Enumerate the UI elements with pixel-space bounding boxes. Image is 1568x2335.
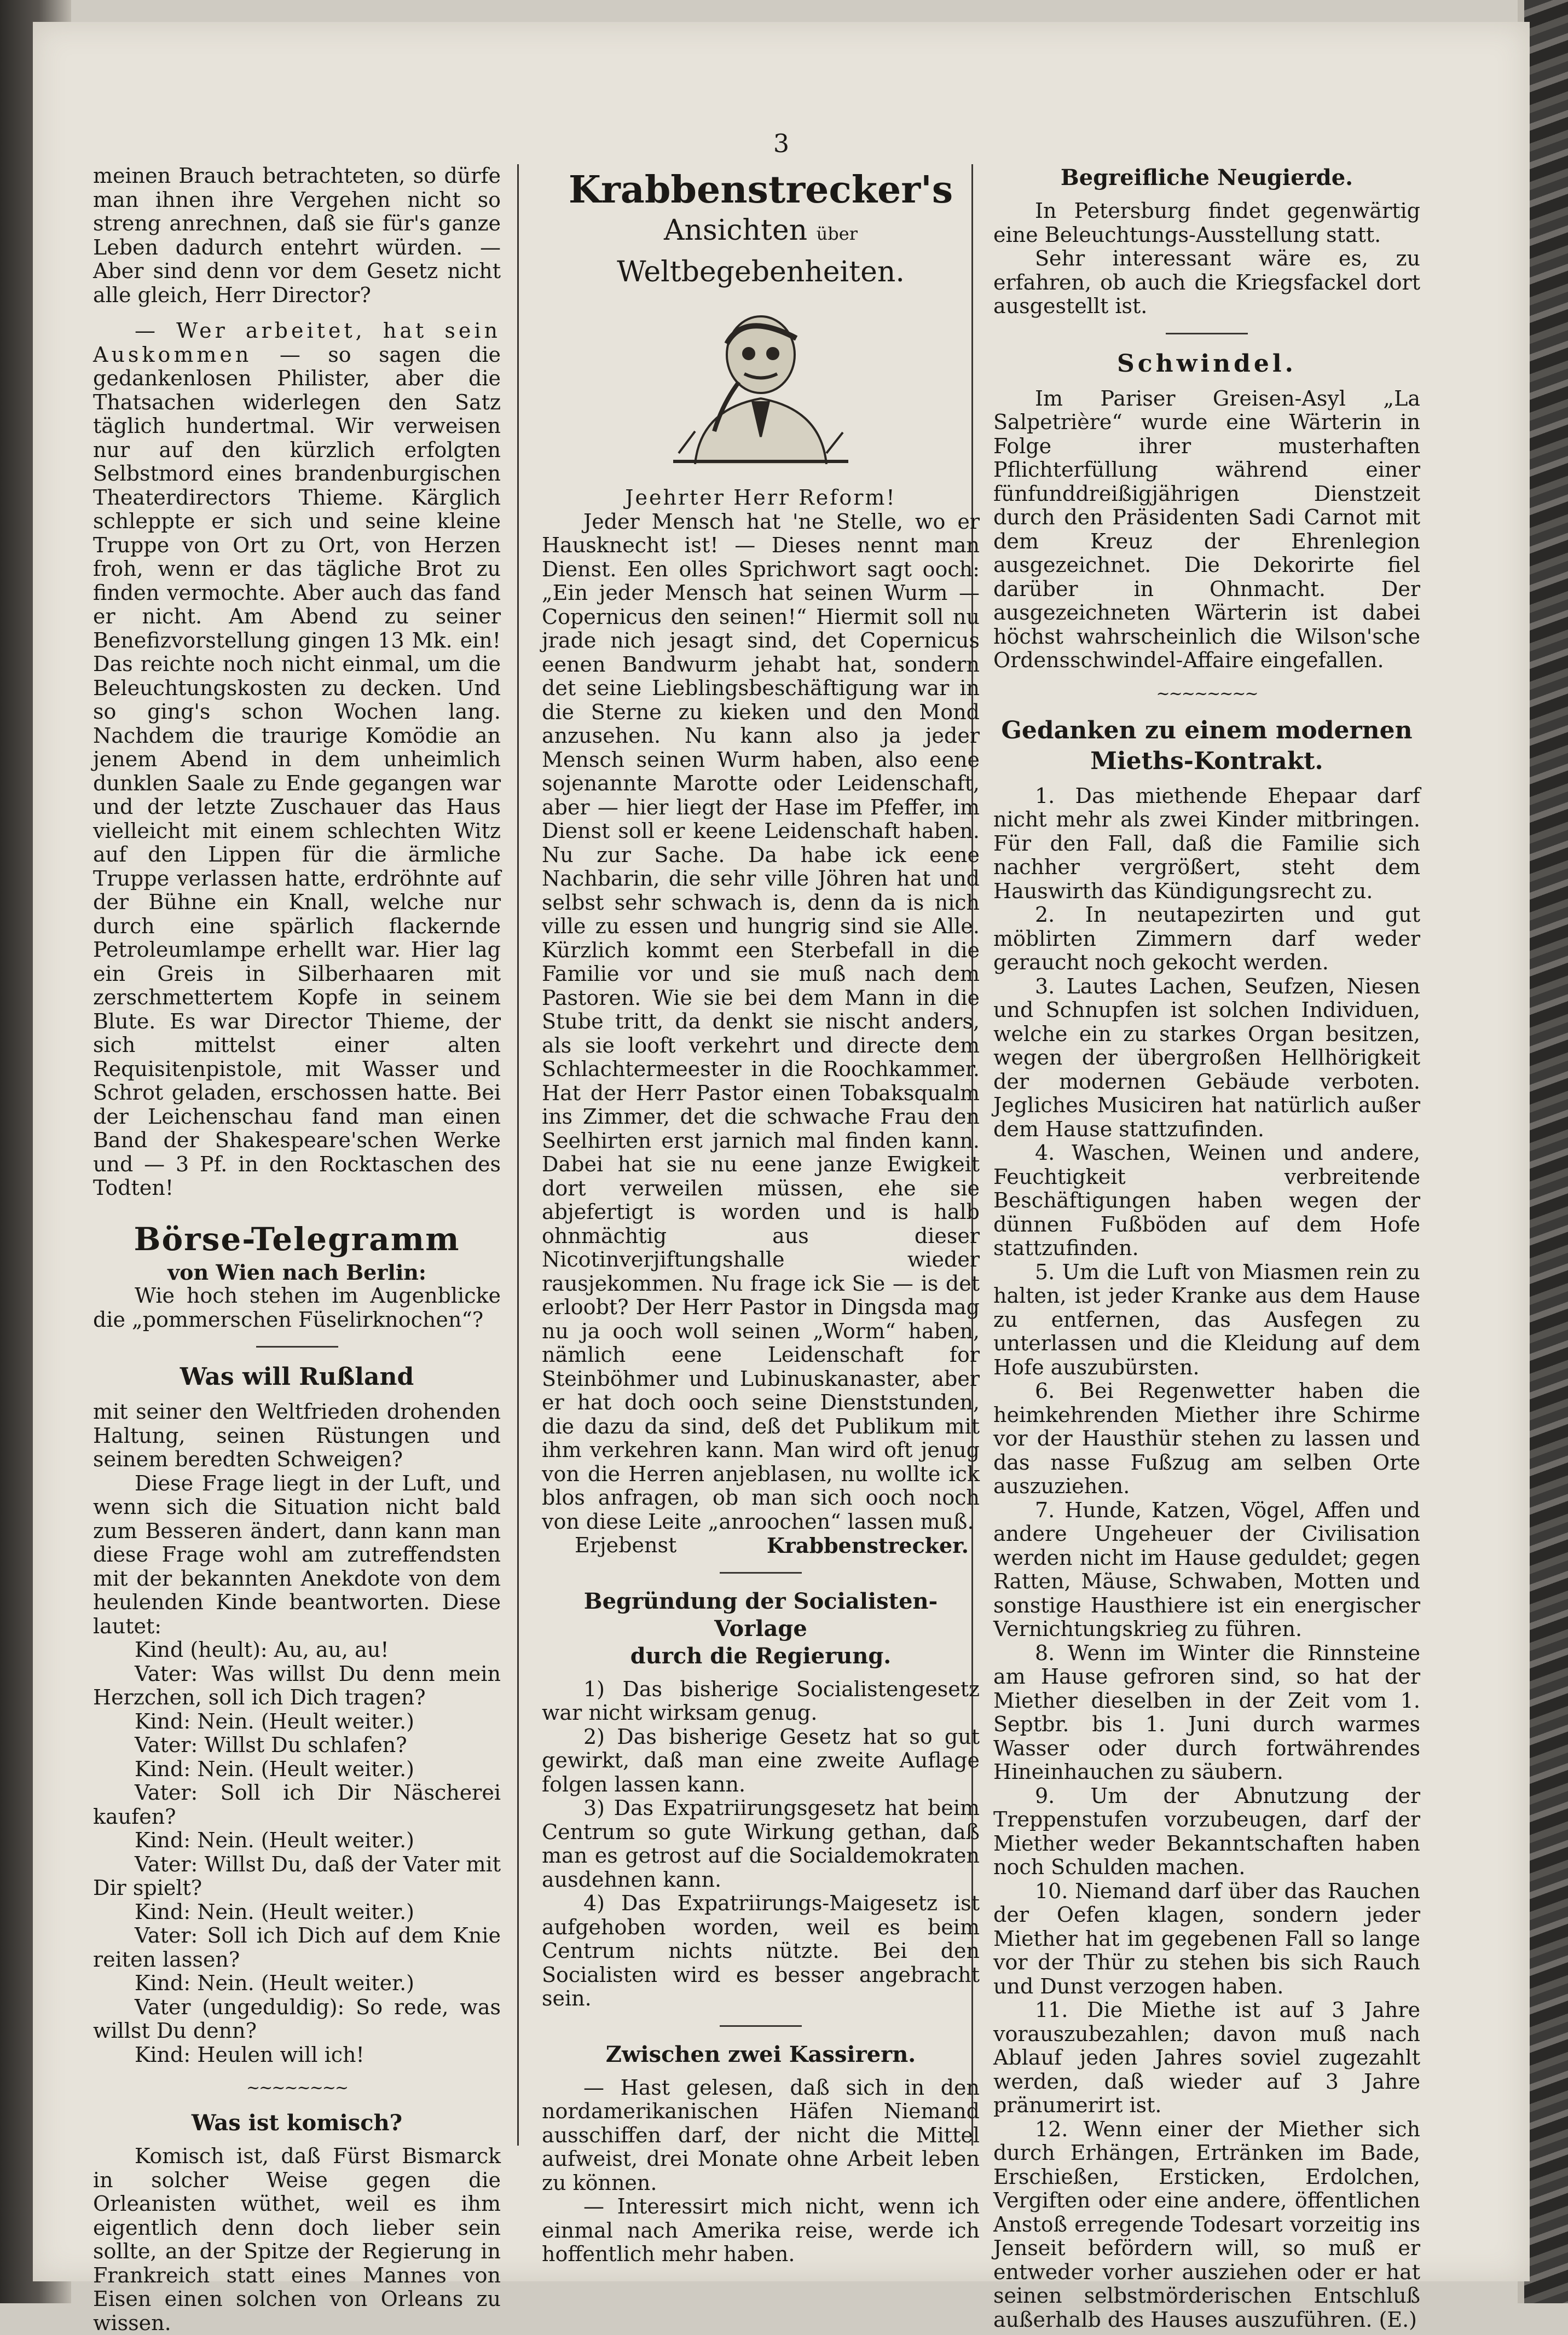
dialog-line: Kind: Nein. (Heult weiter.) [135,1756,414,1781]
column-rule-left [517,164,519,2146]
kassirern-line: — Hast gelesen, daß sich in den nordamerikanischen Häfen Niemand ausschiffen darf, der nicht die Mittel aufweist, drei Monate ohne Arbeit leben zu können. [542,2075,980,2195]
signature: Krabbenstrecker. [766,1533,969,1558]
socialisten-item: 2) Das bisherige Gesetz hat so gut gewirkt, daß man eine zweite Auflage folgen lassen kann. [542,1724,980,1796]
dialog-line: Vater: Was willst Du denn mein Herzchen, soll ich Dich tragen? [93,1661,501,1709]
neugierde-line1: In Petersburg findet gegenwärtig eine Beleuchtungs-Ausstellung statt. [993,199,1420,247]
socialisten-item: 1) Das bisherige Socialistengesetz war nicht wirksam genug. [542,1677,980,1725]
russland-body: Diese Frage liegt in der Luft, und wenn sich die Situation nicht bald zum Besseren ändert, dann kann man diese Frage wohl am zutreffendsten mit der bekannten Anekdote von dem heulenden Kinde beantworten. Diese lautet: [93,1471,501,1638]
heading-socialisten-line1: Begründung der Socialisten-Vorlage [583,1588,938,1642]
heading-socialisten [542,1588,980,1670]
caricature-illustration [662,305,859,464]
dialog-line: Vater: Willst Du schlafen? [135,1733,407,1757]
russland-intro: mit seiner den Weltfrieden drohenden Haltung, seinen Rüstungen und seinem beredten Schweigen? [93,1400,501,1471]
dialog-line: Vater: Soll ich Dich auf dem Knie reiten lassen? [93,1923,501,1972]
contract-rule: 10. Niemand darf über das Rauchen der Oefen klagen, sondern jeder Miether hat im gegebenen Fall so lange vor der Thür zu stehen bis sich Rauch und Dunst verzogen haben. [993,1879,1420,1998]
contract-rule: 4. Waschen, Weinen und andere, Feuchtigkeit verbreitende Beschäftigungen haben wegen der dünnen Fußböden auf dem Hofe stattzufinden. [993,1141,1420,1260]
contract-rule: 2. In neutapezirten und gut möblirten Zimmern darf weder geraucht noch gekocht werden. [993,903,1420,974]
dialog-line: Kind: Nein. (Heult weiter.) [135,1709,414,1733]
contract-rule: 7. Hunde, Katzen, Vögel, Affen und andere Ungeheuer der Civilisation werden nicht im Hause geduldet; gegen Ratten, Mäuse, Schwaben, Motten und sonstige Hausthiere ist ein energischer Vernichtungskrieg zu führen. [993,1498,1420,1641]
title-ansichten-c: Weltbegebenheiten. [617,256,905,288]
socialisten-item: 4) Das Expatriirungs-Maigesetz ist aufgehoben worden, weil es beim Centrum nichts nützte. Bei den Socialisten wird es besser angebracht sein. [542,1891,980,2010]
dialog-line: Kind: Nein. (Heult weiter.) [135,1899,414,1924]
article-continued: meinen Brauch betrachteten, so dürfe man ihnen ihre Vergehen nicht so streng anrechnen, daß sie für's ganze Leben dadurch entehrt würden. — Aber sind denn vor dem Gesetz nicht alle gleich, Herr Director? [93,164,501,307]
boerse-text: Wie hoch stehen im Augenblicke die „pommerschen Füselirknochen“? [93,1284,501,1332]
contract-rule: 11. Die Miethe ist auf 3 Jahre vorauszubezahlen; davon muß nach Ablauf jeden Jahres soviel zugezahlt werden, daß wieder auf 3 Jahre pränumerirt ist. [993,1998,1420,2117]
heading-neugierde: Begreifliche Neugierde. [1060,165,1353,190]
heading-gedanken-line2: Mieths-Kontrakt. [1090,747,1323,775]
dialog-line: Vater (ungeduldig): So rede, was willst Du denn? [93,1995,501,2043]
contract-rule: 6. Bei Regenwetter haben die heimkehrenden Miether ihre Schirme vor der Hausthür stehen zu lassen und das nasse Fußzug am selben Orte auszuziehen. [993,1379,1420,1498]
boerse-route: von Wien nach Berlin: [167,1259,426,1285]
dialog-line: Vater: Willst Du, daß der Vater mit Dir spielt? [93,1852,501,1900]
heading-russland: Was will Rußland [180,1363,414,1391]
article-thieme [93,319,501,1200]
heading-komisch: Was ist komisch? [191,2110,403,2136]
dialog [93,1638,501,2067]
letter-body: Jeder Mensch hat 'ne Stelle, wo er Hausknecht ist! — Dieses nennt man Dienst. Een olles Sprichwort sagt ooch: „Ein jeder Mensch hat seinen Wurm — Copernicus den seinen!“ Hiermit soll nu jrade nich jesagt sind, det Copernicus eenen Bandwurm jehabt hat, sondern det seine Lieblingsbeschäftigung war in die Sterne zu kieken und den Mond anzusehen. Nu kann also ja jeder Mensch seinen Wurm haben, also eene sojenannte Marotte oder Leidenschaft, aber — hier liegt der Hase im Pfeffer, im Dienst soll er keene Leidenschaft haben. Nu zur Sache. Da habe ick eene Nachbarin, die sehr ville Jöhren hat und selbst sehr schwach is, denn da is nich ville zu essen und hungrig sind sie Alle. Kürzlich kommt een Sterbefall in die Familie vor und sie muß nach dem Pastoren. Wie sie bei dem Mann in die Stube tritt, da denkt sie nischt anders, als sie looft verkehrt und directe dem Schlachtermeester in die Roochkammer. Hat der Herr Pastor einen Tobaksqualm ins Zimmer, det die schwache Frau den Seelhirten erst jarnich mal finden kann. Dabei hat sie nu eene janze Ewigkeit dort verweilen müssen, ehe sie abjefertigt is worden und is halb ohnmächtig aus dieser Nicotinverjiftungshalle wieder rausjekommen. Nu frage ick Sie — is det erloobt? Der Herr Pastor in Dingsda mag nu ja ooch woll seinen „Worm“ haben, nämlich eene Leidenschaft for Steinböhmer und Lubinuskanaster, aber er hat doch ooch seine Dienststunden, die dazu da sind, deß det Publikum mit ihm verkehren kann. Man wird oft jenug von die Herren anjeblasen, nu wollte ick blos anfragen, ob man sich ooch noch von diese Leite „anroochen“ lassen muß. [542,509,980,1534]
article-thieme-lead: — Wer arbeitet, hat sein Auskommen [93,319,501,367]
page-number: 3 [773,129,790,158]
letter-salutation: Jeehrter Herr Reform! [625,486,896,510]
schwindel-body: Im Pariser Greisen-Asyl „La Salpetrière“ wurde eine Wärterin in Folge ihrer musterhaften Pflichterfüllung während einer fünfunddreißigjährigen Dienstzeit durch den Präsidenten Sadi Carnot mit dem Kreuz der Ehrenlegion ausgezeichnet. Die Dekorirte fiel darüber in Ohnmacht. Der ausgezeichneten Wärterin ist dabei höchst wahrscheinlich die Wilson'sche Ordensschwindel-Affaire eingefallen. [993,386,1420,672]
letter-closing [542,1534,980,1558]
heading-gedanken-line1: Gedanken zu einem modernen [1001,716,1413,744]
heading-boerse-telegramm: Börse-Telegramm [134,1220,460,1258]
dialog-line: Kind (heult): Au, au, au! [135,1638,389,1662]
contract-rule: 5. Um die Luft von Miasmen rein zu halten, ist jeder Kranke aus dem Hause zu entfernen, das Ausfegen zu unterlassen und die Kleidung auf dem Hofe auszubürsten. [993,1259,1420,1379]
heading-gedanken [993,715,1420,777]
komisch-body: Komisch ist, daß Fürst Bismarck in solcher Weise gegen die Orleanisten wüthet, weil es ihm eigentlich denn doch lieber sein sollte, an der Spitze der Regierung in Frankreich statt eines Mannes von Eisen einen solchen von Orleans zu wissen. [93,2144,501,2335]
title-ansichten [542,211,980,291]
contract-rule: 9. Um der Abnutzung der Treppenstufen vorzubeugen, darf der Miether weder Bekanntschaften haben noch Schulden machen. [993,1783,1420,1879]
ornament-separator: ~~~~~~~~ [246,2078,348,2097]
contract-rule: 1. Das miethende Ehepaar darf nicht mehr als zwei Kinder mitbringen. Für den Fall, daß die Familie sich nachher vergrößert, steht dem Hauswirth das Kündigungsrecht zu. [993,783,1420,903]
socialisten-item: 3) Das Expatriirungsgesetz hat beim Centrum so gute Wirkung gethan, daß man es getrost auf die Socialdemokraten ausdehnen kann. [542,1796,980,1892]
dialog-line: Kind: Nein. (Heult weiter.) [135,1828,414,1852]
heading-kassirern: Zwischen zwei Kassirern. [605,2041,916,2067]
dialog-line: Kind: Heulen will ich! [135,2042,364,2067]
marbled-page-edge [1524,0,1568,2303]
heading-socialisten-line2: durch die Regierung. [630,1643,892,1669]
separator-rule [1166,333,1248,334]
heading-schwindel: Schwindel. [1117,349,1297,378]
contract-rule: 3. Lautes Lachen, Seufzen, Niesen und Schnupfen ist solchen Individuen, welche ein zu starkes Organ besitzen, wegen der übergroßen Hellhörigkeit der modernen Gebäude verboten. Jegliches Musiciren hat natürlich außer dem Hause stattzufinden. [993,974,1420,1141]
separator-rule [256,1346,338,1348]
title-ansichten-b: über [816,223,858,244]
dialog-line: Vater: Soll ich Dir Näscherei kaufen? [93,1781,501,1829]
title-krabbenstrecker: Krabbenstrecker's [568,168,953,212]
ornament-separator: ~~~~~~~~ [1156,684,1258,703]
contract-rule: 12. Wenn einer der Miether sich durch Erhängen, Ertränken im Bade, Erschießen, Ersticken, Erdolchen, Vergiften oder eine andere, öffentlichen Anstoß erregende Todesart vorzeitig ins Jenseit befördern will, so muß er entweder vorher ausziehen oder er hat seinen selbstmörderischen Entschluß außerhalb des Hauses auszuführen. (E.) [993,2117,1420,2332]
dialog-line: Kind: Nein. (Heult weiter.) [135,1971,414,1995]
closing-word: Erjebenst [575,1533,677,1557]
contract-rule: 8. Wenn im Winter die Rinnsteine am Hause gefroren sind, so hat der Miether dieselben in der Zeit vom 1. Septbr. bis 1. Juni durch warmes Wasser oder durch fortwährendes Hineinhauchen zu säubern. [993,1640,1420,1784]
column-right [993,164,1420,2332]
title-ansichten-a: Ansichten [664,214,808,247]
kassirern-line: — Interessirt mich nicht, wenn ich einmal nach Amerika reise, werde ich hoffentlich mehr haben. [542,2194,980,2266]
article-thieme-body: — so sagen die gedankenlosen Philister, aber die Thatsachen widerlegen den Satz täglich hundertmal. Wir verweisen nur auf den kürzlich erfolgten Selbstmord eines brandenburgischen Theaterdirectors Thieme. Kärglich schleppte er sich und seine kleine Truppe von Ort zu Ort, von Herzen froh, wenn er das tägliche Brot zu finden vermochte. Aber auch das fand er nicht. Am Abend zu seiner Benefizvorstellung gingen 13 Mk. ein! Das reichte noch nicht einmal, um die Beleuchtungskosten zu decken. Und so ging's schon Wochen lang. Nachdem die traurige Komödie an jenem Abend in dem unheimlich dunklen Saale zu Ende gegangen war und der letzte Zuschauer das Haus vielleicht mit einem schlechten Witz auf den Lippen für die ärmliche Truppe verlassen hatte, erdröhnte auf der Bühne ein Knall, welche nur durch eine spärlich flackernde Petroleumlampe erhellt war. Hier lag ein Greis in Silberhaaren mit zerschmettertem Kopfe in seinem Blute. Es war Director Thieme, der sich mittelst einer alten Requisitenpistole, mit Wasser und Schrot geladen, erschossen hatte. Bei der Leichenschau fand man einen Band der Shakespeare'schen Werke und — 3 Pf. in den Rocktaschen des Todten! [93,342,501,1200]
separator-rule [720,2025,802,2027]
column-middle [542,164,980,2266]
neugierde-line2: Sehr interessant wäre es, zu erfahren, ob auch die Kriegsfackel dort ausgestellt ist. [993,246,1420,318]
separator-rule [720,1572,802,1574]
column-left [93,164,501,2335]
